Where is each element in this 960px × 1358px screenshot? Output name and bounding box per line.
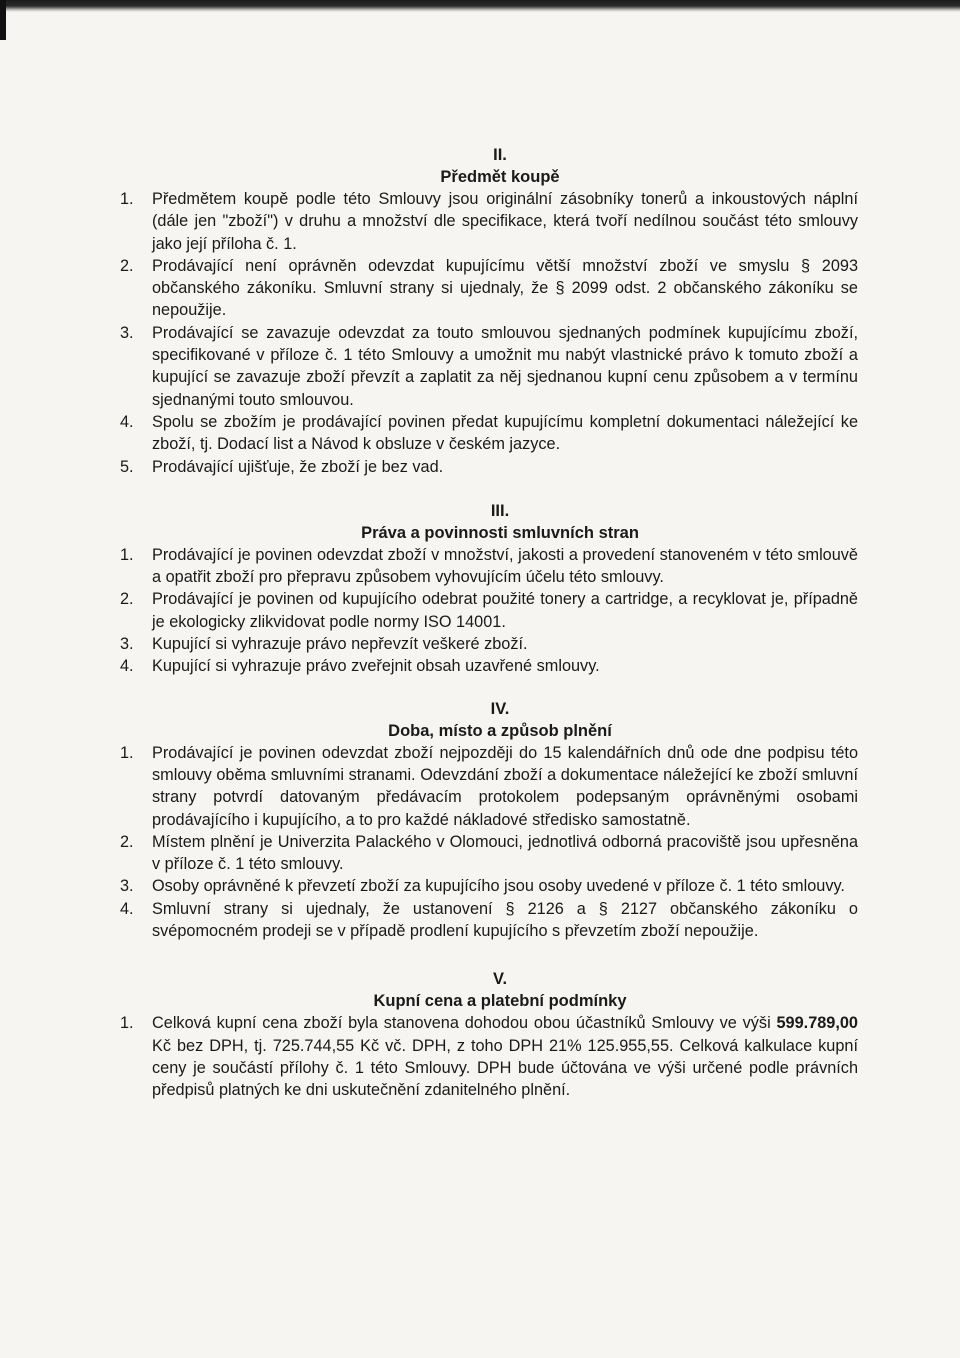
document-page (118, 144, 858, 1102)
section-spacer (118, 478, 858, 500)
section-number: II. (493, 146, 507, 164)
clause-text: Spolu se zbožím je prodávající povinen předat kupujícímu kompletní dokumentaci náležející ke zboží, tj. Dodací list a Návod k obsluze v českém jazyce. (152, 412, 858, 454)
section-iv (118, 698, 858, 943)
section-number: IV. (490, 699, 510, 718)
section-number: III. (490, 501, 510, 520)
section-number: V. (492, 970, 508, 989)
clause-item (118, 831, 858, 876)
price-amount: 599.789,00 (776, 1014, 858, 1033)
section-ii (118, 144, 858, 478)
clause-text: Prodávající se zavazuje odevzdat za touto smlouvou sjednaných podmínek kupujícímu zboží, specifikované v příloze č. 1 této Smlouvy a umožnit mu nabýt vlastnické právo k tomuto zboží a kupující se zavazuje zboží převzít a zaplatit za něj sjednanou kupní cenu způsobem a v termínu sjednanými touto smlouvou. (152, 323, 858, 409)
clause-text: Kupující si vyhrazuje právo zveřejnit obsah uzavřené smlouvy. (152, 657, 600, 676)
clause-item (118, 411, 858, 456)
clause-number: 3. (120, 323, 134, 342)
clause-number: 2. (120, 590, 134, 609)
clause-text: Kupující si vyhrazuje právo nepřevzít veškeré zboží. (152, 635, 528, 654)
clause-text-before: Celková kupní cena zboží byla stanovena dohodou obou účastníků Smlouvy ve výši (152, 1014, 777, 1033)
section-iii (118, 500, 858, 678)
clause-list (118, 188, 858, 478)
clause-item (118, 1012, 858, 1101)
clause-item (118, 742, 858, 831)
clause-item (118, 322, 858, 411)
clause-number: 1. (120, 1014, 134, 1033)
section-v (118, 968, 858, 1101)
clause-text: Smluvní strany si ujednaly, že ustanovení § 2126 a § 2127 občanského zákoníku o svépomocném prodeji se v případě prodlení kupujícího s převzetím zboží nepoužije. (152, 899, 858, 941)
clause-number: 1. (120, 545, 134, 564)
section-spacer (118, 678, 858, 698)
clause-item (118, 633, 858, 655)
clause-list (118, 544, 858, 678)
clause-text: Osoby oprávněné k převzetí zboží za kupujícího jsou osoby uvedené v příloze č. 1 této smlouvy. (152, 877, 845, 896)
clause-number: 2. (120, 256, 134, 275)
clause-number: 3. (120, 877, 134, 896)
clause-list (118, 1012, 858, 1101)
clause-text: Prodávající ujišťuje, že zboží je bez vad. (152, 457, 444, 476)
clause-item (118, 544, 858, 589)
clause-item (118, 456, 858, 478)
clause-number: 4. (120, 412, 134, 431)
clause-text: Prodávající je povinen odevzdat zboží v množství, jakosti a provedení stanoveném v této smlouvě a opatřit zboží pro přepravu způsobem vyhovujícím účelu této smlouvy. (152, 545, 858, 587)
clause-number: 3. (120, 635, 134, 654)
clause-item (118, 255, 858, 322)
clause-number: 4. (120, 657, 134, 676)
clause-list (118, 742, 858, 943)
scan-top-edge (0, 0, 960, 12)
scan-left-edge (0, 0, 6, 40)
section-title: Předmět koupě (440, 168, 560, 186)
clause-number: 5. (120, 457, 134, 476)
clause-text: Prodávající je povinen odevzdat zboží nejpozději do 15 kalendářních dnů ode dne podpisu této smlouvy oběma smluvními stranami. Odevzdání zboží a dokumentace náležející ke zboží smluvní strany potvrdí datovaným předávacím protokolem podepsaným oprávněnými osobami prodávajícího i kupujícího, a to pro každé nákladové středisko samostatně. (152, 743, 858, 829)
clause-number: 4. (120, 899, 134, 918)
clause-number: 1. (120, 743, 134, 762)
clause-item (118, 655, 858, 677)
clause-text: Místem plnění je Univerzita Palackého v Olomouci, jednotlivá odborná pracoviště jsou upřesněna v příloze č. 1 této smlouvy. (152, 832, 858, 874)
clause-item (118, 875, 858, 897)
section-title: Doba, místo a způsob plnění (388, 721, 612, 740)
clause-text: Prodávající je povinen od kupujícího odebrat použité tonery a cartridge, a recyklovat je, případně je ekologicky zlikvidovat podle normy ISO 14001. (152, 590, 858, 631)
clause-text: Předmětem koupě podle této Smlouvy jsou originální zásobníky tonerů a inkoustových náplní (dále jen "zboží") v druhu a množství dle specifikace, která tvoří nedílnou součást této smlouvy jako její příloha č. 1. (152, 190, 858, 253)
clause-number: 1. (120, 190, 134, 208)
clause-item (118, 898, 858, 943)
clause-text: Prodávající není oprávněn odevzdat kupujícímu větší množství zboží ve smyslu § 2093 občanského zákoníku. Smluvní strany si ujednaly, že § 2099 odst. 2 občanského zákoníku se nepoužije. (152, 256, 858, 320)
section-spacer (118, 942, 858, 968)
clause-item (118, 588, 858, 633)
clause-text-after: Kč bez DPH, tj. 725.744,55 Kč vč. DPH, z toho DPH 21% 125.955,55. Celková kalkulace kupní ceny je součástí přílohy č. 1 této Smlouvy. DPH bude účtována ve výši určené podle právních předpisů platných ke dni uskutečnění zdanitelného plnění. (152, 1036, 858, 1100)
section-title: Práva a povinnosti smluvních stran (361, 523, 639, 542)
clause-number: 2. (120, 832, 134, 851)
section-title: Kupní cena a platební podmínky (373, 992, 627, 1011)
clause-item (118, 188, 858, 255)
